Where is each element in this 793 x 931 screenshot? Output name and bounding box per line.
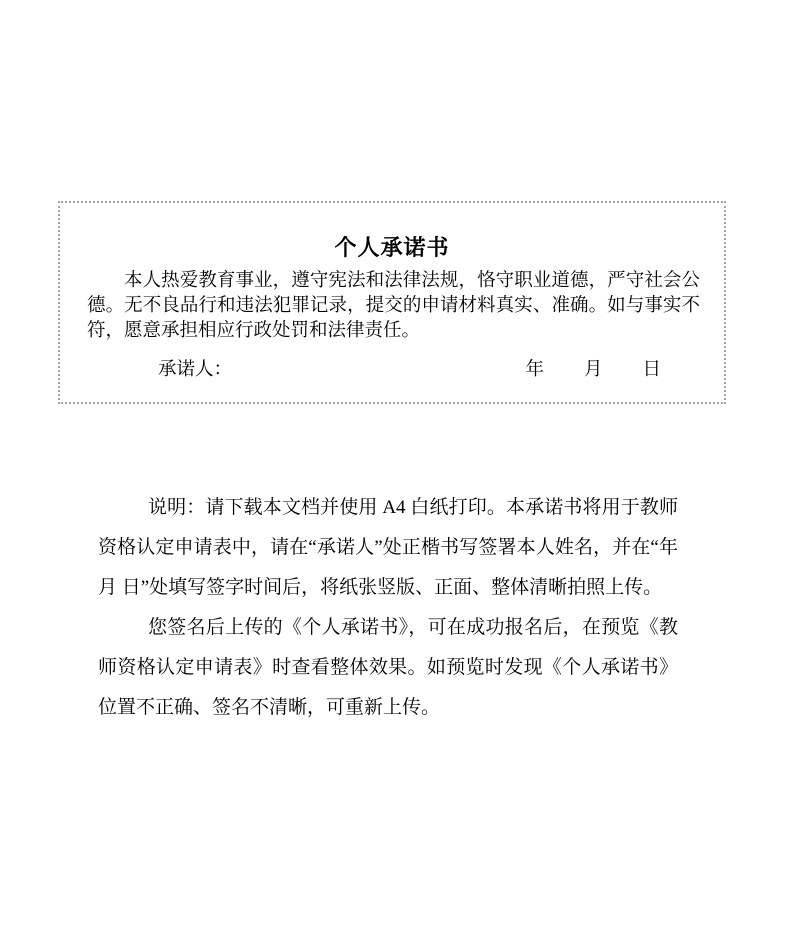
signer-label: 承诺人： (158, 360, 233, 380)
instructions-section (98, 488, 678, 728)
instructions-paragraph-1: 说明：请下载本文档并使用 A4 白纸打印。本承诺书将用于教师资格认定申请表中，请在“承诺人”处正楷书写签署本人姓名，并在“年 月 日”处填写签字时间后，将纸张竖版、正面、整体清晰拍照上传。 (98, 497, 678, 598)
year-label: 年 (525, 360, 544, 380)
signer-row (158, 358, 661, 383)
commitment-letter-box (58, 201, 726, 404)
date-group (525, 358, 661, 383)
instructions-paragraph-2: 您签名后上传的《个人承诺书》，可在成功报名后，在预览《教师资格认定申请表》时查看整体效果。如预览时发现《个人承诺书》位置不正确、签名不清晰，可重新上传。 (98, 617, 678, 718)
month-label: 月 (583, 360, 603, 380)
commitment-title: 个人承诺书 (334, 235, 450, 260)
commitment-body-text: 本人热爱教育事业，遵守宪法和法律法规，恪守职业道德，严守社会公德。无不良品行和违法犯罪记录，提交的申请材料真实、准确。如与事实不符，愿意承担相应行政处罚和法律责任。 (87, 271, 700, 341)
day-label: 日 (642, 360, 661, 380)
